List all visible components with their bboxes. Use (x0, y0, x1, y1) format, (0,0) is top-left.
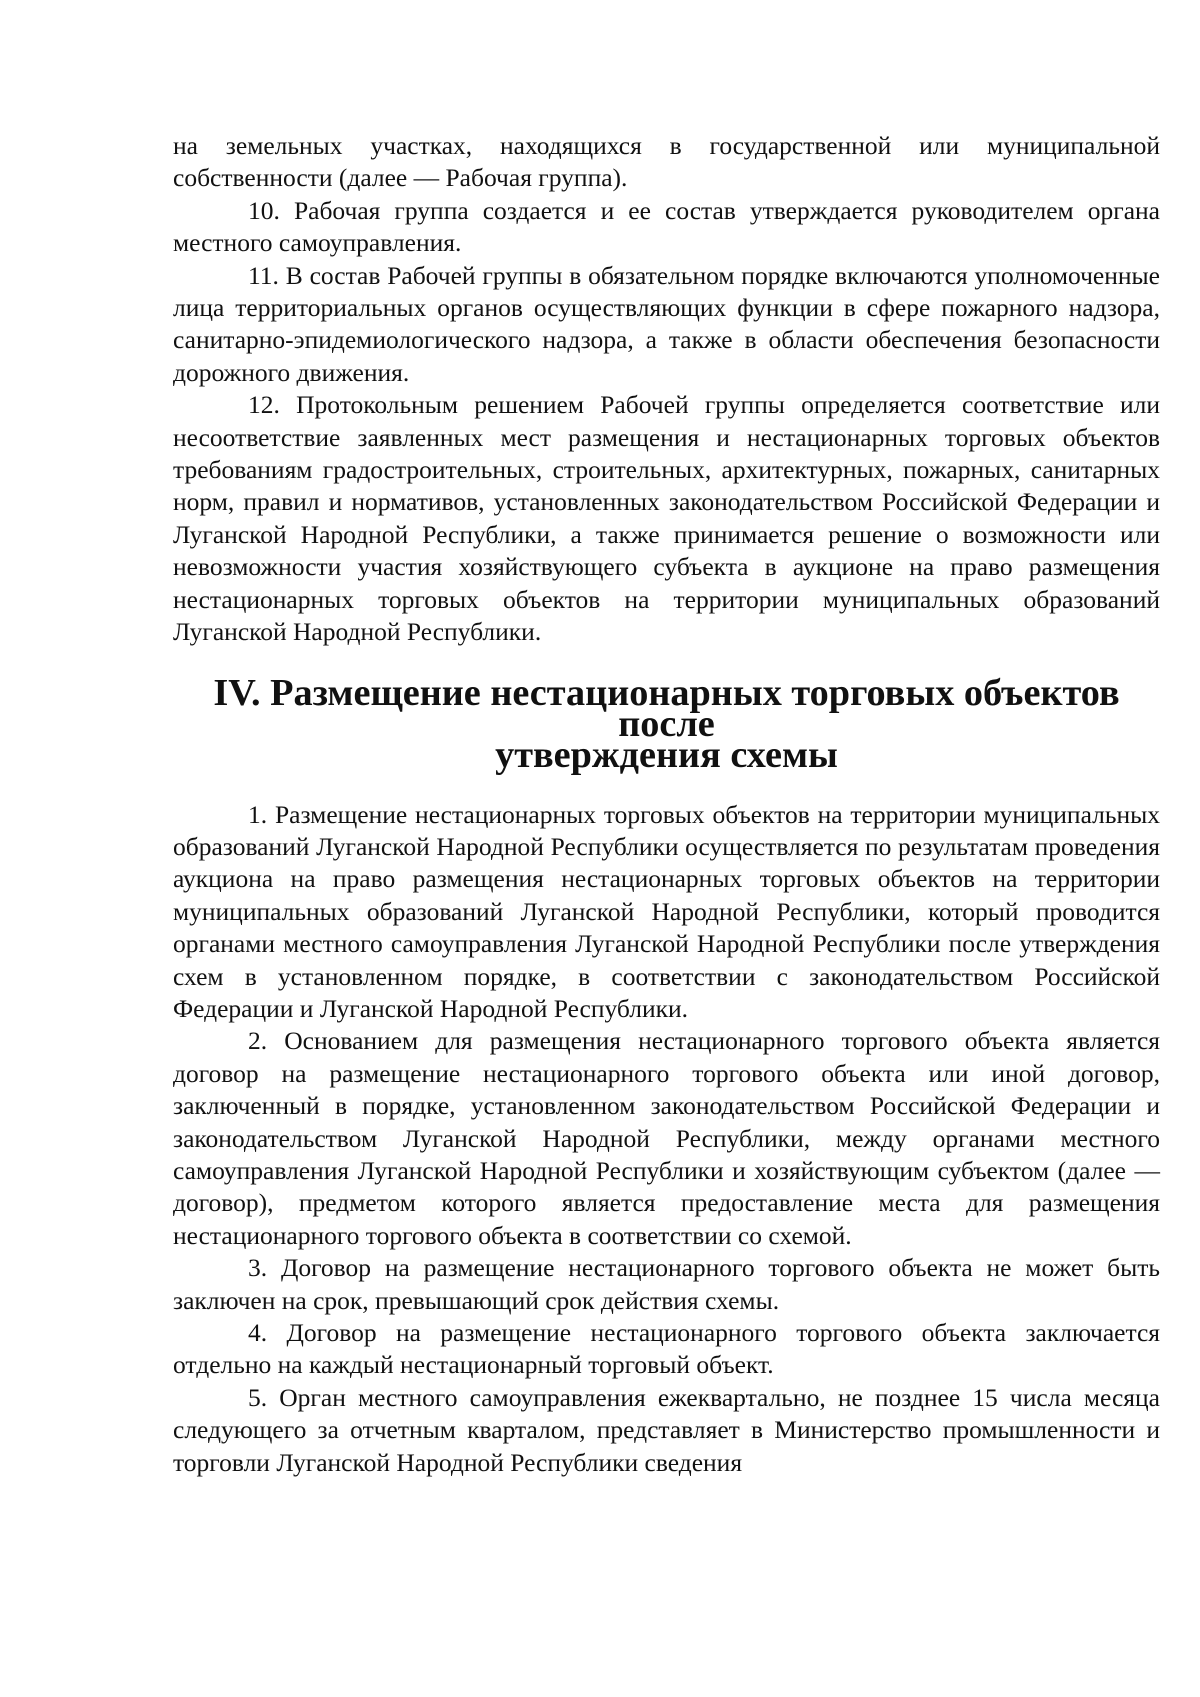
item-number: 12. (248, 390, 280, 420)
document-page (173, 130, 1160, 1479)
paragraph-text: Договор на размещение нестационарного торгового объекта не может быть заключен на срок, превышающий срок действия схемы. (173, 1253, 1160, 1315)
paragraph-continuation (173, 130, 1160, 195)
paragraph-text: на земельных участках, находящихся в государственной или муниципальной собственности (далее — Рабочая группа). (173, 131, 1160, 193)
item-number: 1. (248, 799, 268, 829)
paragraph-text: Договор на размещение нестационарного торгового объекта заключается отдельно на каждый нестационарный торговый объект. (173, 1318, 1161, 1380)
item-number: 5. (248, 1382, 268, 1412)
paragraph-text: Протокольным решением Рабочей группы определяется соответствие или несоответствие заявленных мест размещения и нестационарных торговых объектов требованиям градостроительных, строительных, архитектурных, пожарных, санитарных норм, правил и нормативов, установленных законодательством Российской Федерации и Луганской Народной Республики, а также принимается решение о возможности или невозможности участия хозяйствующего субъекта в аукционе на право размещения нестационарных торговых объектов на территории муниципальных образований Луганской Народной Республики. (173, 390, 1161, 647)
paragraph-text: Основанием для размещения нестационарного торгового объекта является договор на размещение нестационарного торгового объекта или иной договор, заключенный в порядке, установленном законодательством Российской Федерации и законодательством Луганской Народной Республики, между органами местного самоуправления Луганской Народной Республики и хозяйствующим субъектом (далее — договор), предметом которого является предоставление места для размещения нестационарного торгового объекта в соответствии со схемой. (173, 1026, 1161, 1250)
item-number: 2. (248, 1026, 268, 1056)
item-number: 3. (248, 1253, 268, 1283)
section-heading (173, 671, 1160, 776)
paragraph-text: Размещение нестационарных торговых объектов на территории муниципальных образований Луганской Народной Республики осуществляется по результатам проведения аукциона на право размещения нестационарных торговых объектов на территории муниципальных образований Луганской Народной Республики, который проводится органами местного самоуправления Луганской Народной Республики после утверждения схем в установленном порядке, в соответствии с законодательством Российской Федерации и Луганской Народной Республики. (173, 799, 1160, 1023)
paragraph-item-3 (173, 1252, 1160, 1317)
paragraph-item-5 (173, 1382, 1160, 1479)
item-number: 10. (248, 195, 280, 225)
paragraph-item-2 (173, 1025, 1160, 1252)
item-number: 11. (248, 260, 279, 290)
section-heading-line-1: IV. Размещение нестационарных торговых объектов после (213, 671, 1120, 745)
paragraph-item-1 (173, 799, 1160, 1026)
item-number: 4. (248, 1318, 268, 1347)
paragraph-item-12 (173, 389, 1160, 648)
paragraph-item-4 (173, 1317, 1160, 1382)
paragraph-item-10 (173, 195, 1160, 260)
section-heading-line-2: утверждения схемы (495, 733, 838, 776)
paragraph-text: Орган местного самоуправления ежеквартально, не позднее 15 числа месяца следующего за отчетным кварталом, представляет в Министерство промышленности и торговли Луганской Народной Республики сведения (173, 1382, 1160, 1477)
paragraph-item-11 (173, 260, 1160, 390)
paragraph-text: Рабочая группа создается и ее состав утверждается руководителем органа местного самоуправления. (173, 195, 1160, 258)
paragraph-text: В состав Рабочей группы в обязательном порядке включаются уполномоченные лица территориальных органов осуществляющих функции в сфере пожарного надзора, санитарно-эпидемиологического надзора, а также в области обеспечения безопасности дорожного движения. (173, 260, 1160, 387)
